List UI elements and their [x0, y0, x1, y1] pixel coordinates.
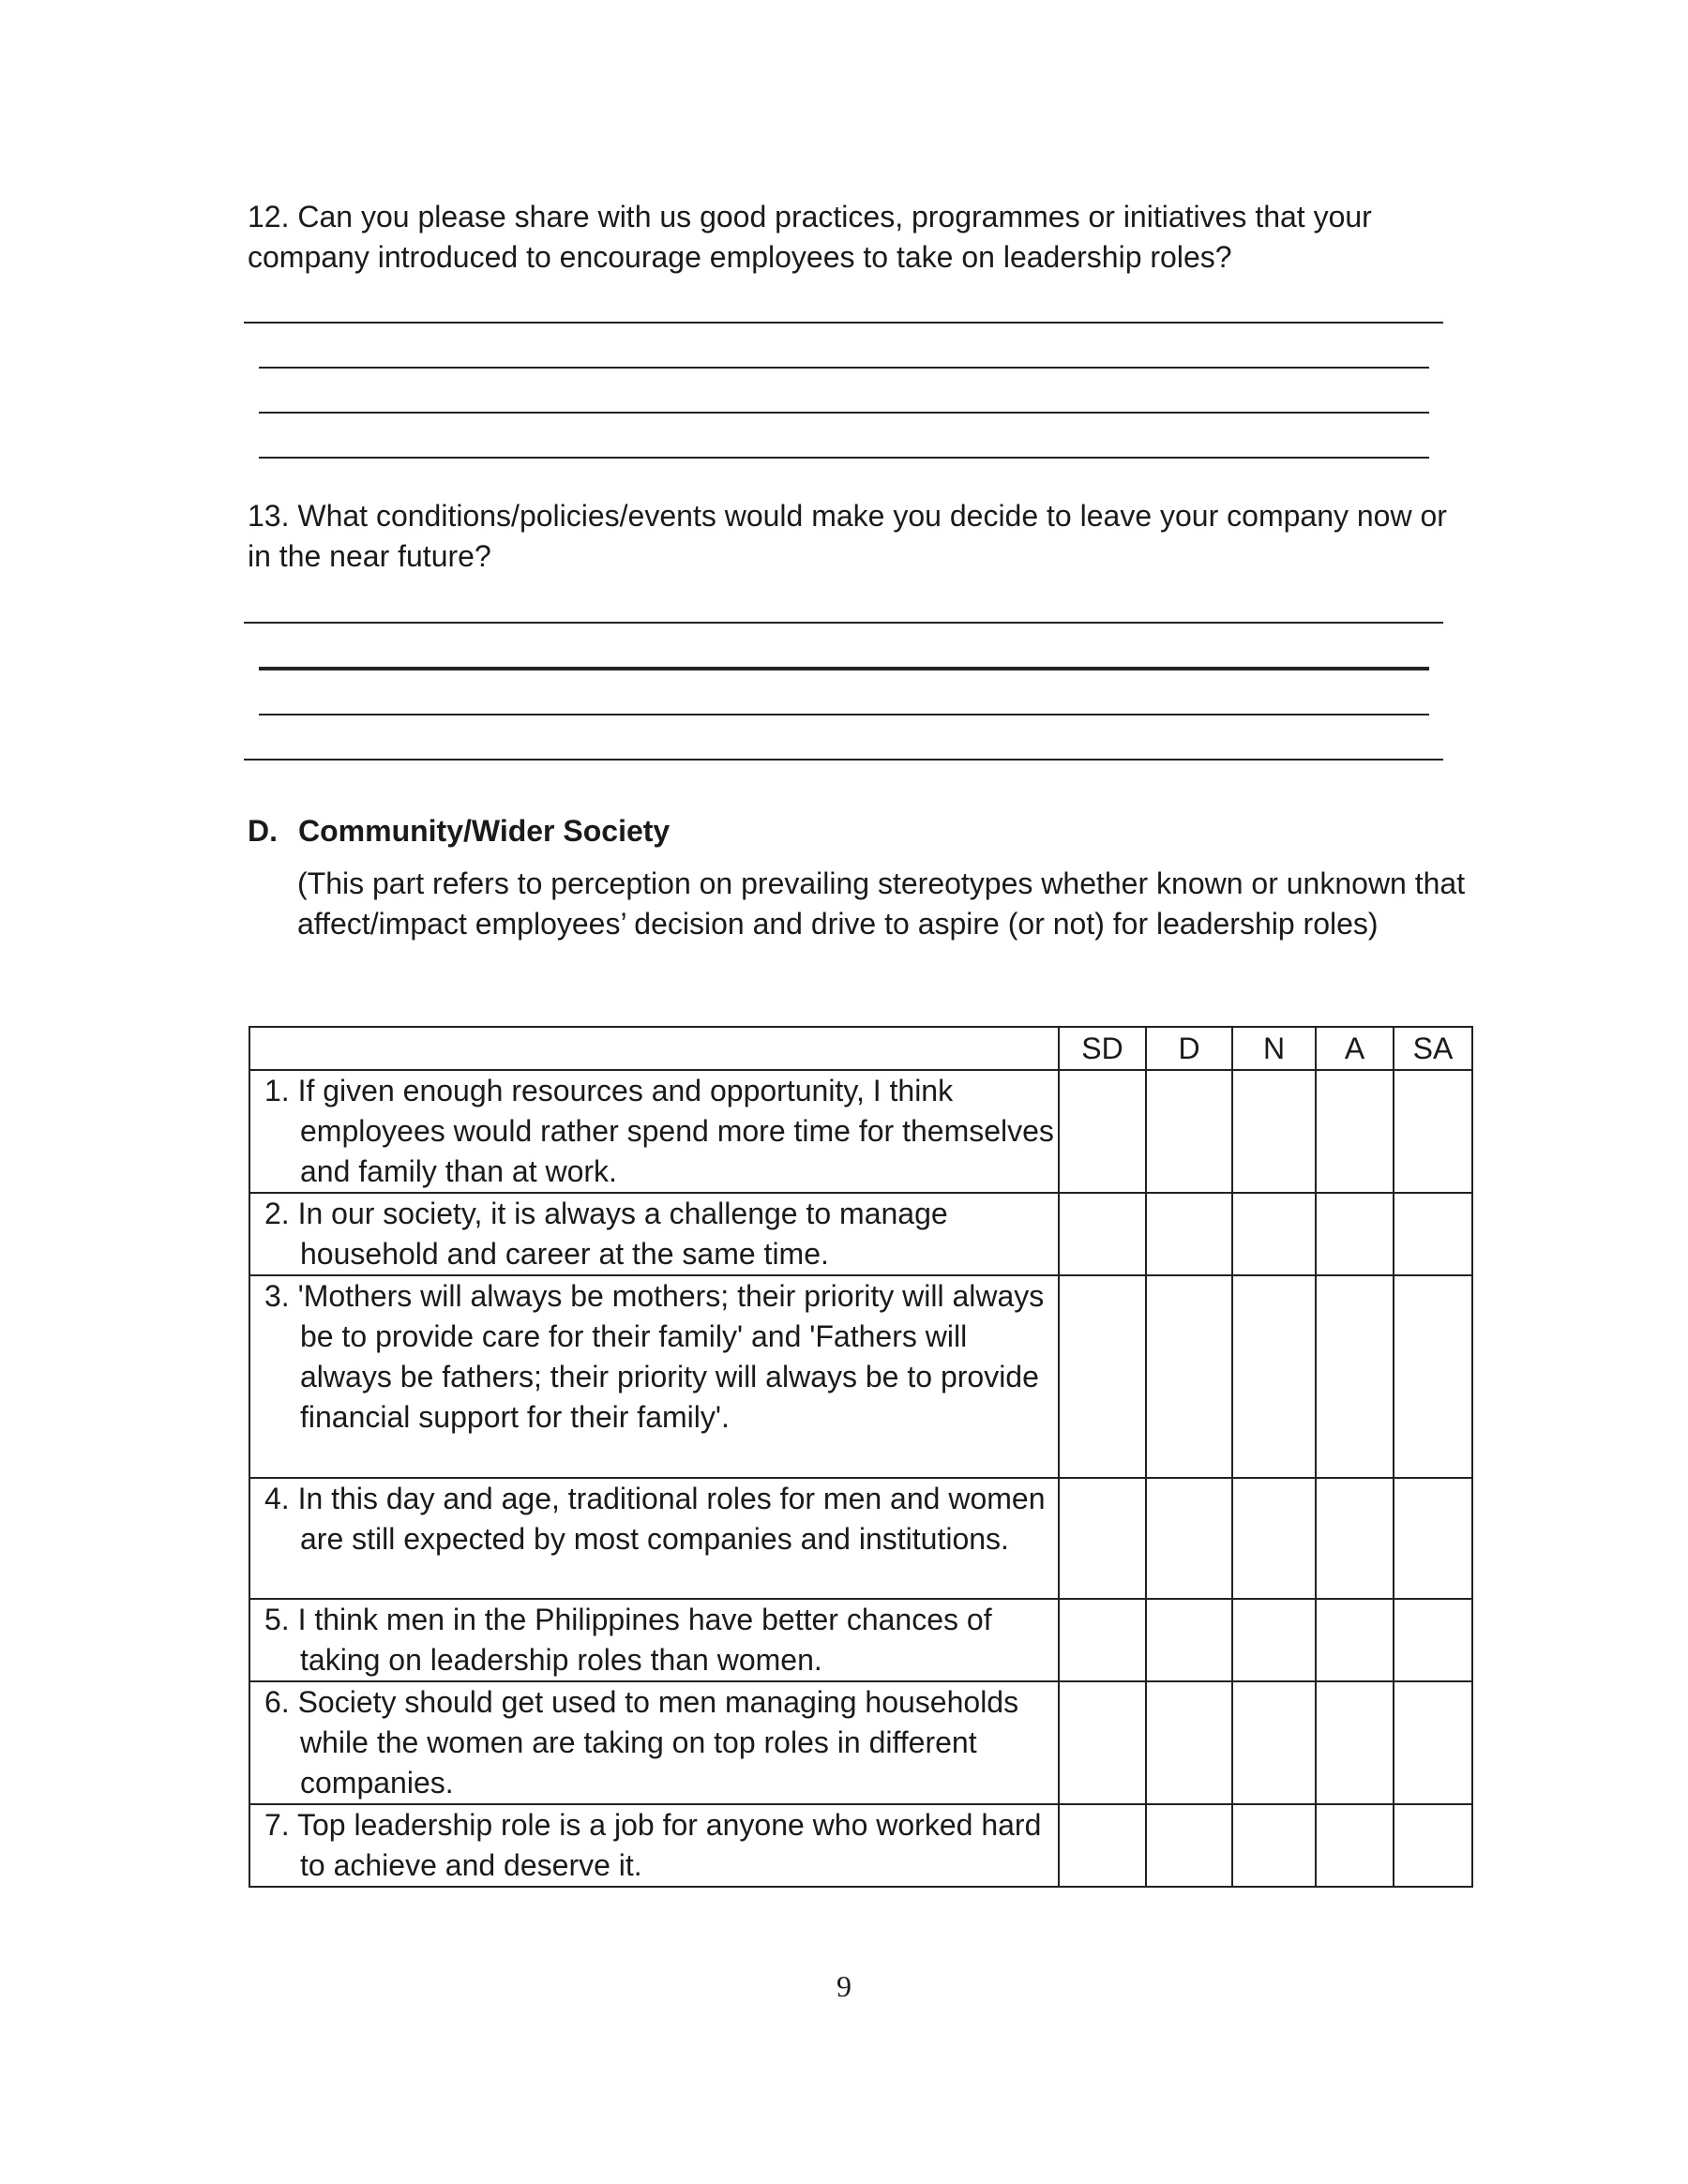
section-heading — [248, 812, 670, 850]
rating-cell-sa[interactable] — [1394, 1478, 1472, 1599]
statement-number: 6. — [264, 1685, 290, 1719]
statement-cell — [249, 1070, 1059, 1193]
rating-cell-n[interactable] — [1232, 1193, 1316, 1275]
rating-cell-d[interactable] — [1146, 1804, 1232, 1887]
page-number: 9 — [836, 1969, 852, 2003]
answer-line-12-3[interactable] — [259, 412, 1429, 414]
rating-cell-n[interactable] — [1232, 1478, 1316, 1599]
question-12-text: Can you please share with us good practices, programmes or initiatives that your company introduced to encourage employees to take on leadership roles? — [248, 200, 1372, 274]
rating-cell-d[interactable] — [1146, 1193, 1232, 1275]
statement-cell — [249, 1275, 1059, 1478]
statement-cell — [249, 1804, 1059, 1887]
section-title: Community/Wider Society — [298, 814, 671, 848]
answer-line-12-2[interactable] — [259, 367, 1429, 369]
statement-number: 5. — [264, 1603, 290, 1636]
rating-cell-d[interactable] — [1146, 1070, 1232, 1193]
question-13 — [248, 496, 1457, 577]
table-row — [249, 1599, 1472, 1681]
rating-cell-n[interactable] — [1232, 1804, 1316, 1887]
answer-line-13-3[interactable] — [259, 714, 1429, 715]
statement-cell — [249, 1193, 1059, 1275]
statement-number: 4. — [264, 1482, 290, 1515]
table-row — [249, 1193, 1472, 1275]
rating-cell-sd[interactable] — [1059, 1275, 1146, 1478]
table-row — [249, 1070, 1472, 1193]
answer-line-12-4[interactable] — [259, 457, 1429, 459]
rating-cell-sa[interactable] — [1394, 1193, 1472, 1275]
rating-cell-a[interactable] — [1316, 1275, 1394, 1478]
statement-text: Society should get used to men managing households while the women are taking on top roles in different companies. — [297, 1685, 1019, 1800]
rating-cell-a[interactable] — [1316, 1478, 1394, 1599]
rating-cell-sa[interactable] — [1394, 1804, 1472, 1887]
statement-cell — [249, 1681, 1059, 1804]
rating-cell-d[interactable] — [1146, 1478, 1232, 1599]
header-statement — [249, 1027, 1059, 1070]
rating-cell-sd[interactable] — [1059, 1599, 1146, 1681]
likert-scale-table — [249, 1026, 1473, 1888]
rating-cell-a[interactable] — [1316, 1070, 1394, 1193]
rating-cell-sa[interactable] — [1394, 1681, 1472, 1804]
question-12 — [248, 197, 1457, 278]
question-13-text: What conditions/policies/events would make you decide to leave your company now or in the near future? — [248, 499, 1447, 573]
header-sd: SD — [1059, 1027, 1146, 1070]
rating-cell-sd[interactable] — [1059, 1478, 1146, 1599]
rating-cell-a[interactable] — [1316, 1599, 1394, 1681]
table-header-row — [249, 1027, 1472, 1070]
rating-cell-d[interactable] — [1146, 1681, 1232, 1804]
statement-text: 'Mothers will always be mothers; their priority will always be to provide care for their family' and 'Fathers will always be fathers; their priority will always be to provide financial support for their family'. — [297, 1279, 1045, 1434]
statement-text: If given enough resources and opportunity, I think employees would rather spend more time for themselves and family than at work. — [297, 1074, 1054, 1188]
rating-cell-d[interactable] — [1146, 1599, 1232, 1681]
rating-cell-n[interactable] — [1232, 1275, 1316, 1478]
statement-cell — [249, 1478, 1059, 1599]
answer-line-12-1[interactable] — [244, 322, 1443, 324]
header-sa: SA — [1394, 1027, 1472, 1070]
rating-cell-sd[interactable] — [1059, 1070, 1146, 1193]
table-row — [249, 1804, 1472, 1887]
rating-cell-sd[interactable] — [1059, 1681, 1146, 1804]
table-row — [249, 1478, 1472, 1599]
rating-cell-sa[interactable] — [1394, 1599, 1472, 1681]
statement-number: 3. — [264, 1279, 290, 1313]
rating-cell-a[interactable] — [1316, 1804, 1394, 1887]
rating-cell-sd[interactable] — [1059, 1804, 1146, 1887]
answer-line-13-4[interactable] — [244, 759, 1443, 761]
header-d: D — [1146, 1027, 1232, 1070]
answer-line-13-1[interactable] — [244, 622, 1443, 624]
rating-cell-sd[interactable] — [1059, 1193, 1146, 1275]
rating-cell-a[interactable] — [1316, 1193, 1394, 1275]
question-12-number: 12. — [248, 200, 290, 233]
rating-cell-d[interactable] — [1146, 1275, 1232, 1478]
statement-cell — [249, 1599, 1059, 1681]
statement-number: 7. — [264, 1808, 290, 1842]
statement-text: In this day and age, traditional roles for men and women are still expected by most companies and institutions. — [297, 1482, 1046, 1556]
statement-number: 2. — [264, 1197, 290, 1230]
answer-line-13-2[interactable] — [259, 667, 1429, 670]
rating-cell-sa[interactable] — [1394, 1275, 1472, 1478]
question-13-number: 13. — [248, 499, 290, 533]
rating-cell-sa[interactable] — [1394, 1070, 1472, 1193]
rating-cell-n[interactable] — [1232, 1599, 1316, 1681]
header-n: N — [1232, 1027, 1316, 1070]
rating-cell-n[interactable] — [1232, 1681, 1316, 1804]
section-description: (This part refers to perception on prevailing stereotypes whether known or unknown that affect/impact employees’ decision and drive to aspire (or not) for leadership roles) — [297, 866, 1466, 941]
section-letter: D. — [248, 814, 278, 848]
rating-cell-n[interactable] — [1232, 1070, 1316, 1193]
statement-text: In our society, it is always a challenge to manage household and career at the same time. — [297, 1197, 948, 1271]
statement-text: Top leadership role is a job for anyone who worked hard to achieve and deserve it. — [297, 1808, 1042, 1882]
rating-cell-a[interactable] — [1316, 1681, 1394, 1804]
statement-number: 1. — [264, 1074, 290, 1107]
statement-text: I think men in the Philippines have better chances of taking on leadership roles than women. — [297, 1603, 992, 1677]
header-a: A — [1316, 1027, 1394, 1070]
table-row — [249, 1275, 1472, 1478]
table-row — [249, 1681, 1472, 1804]
